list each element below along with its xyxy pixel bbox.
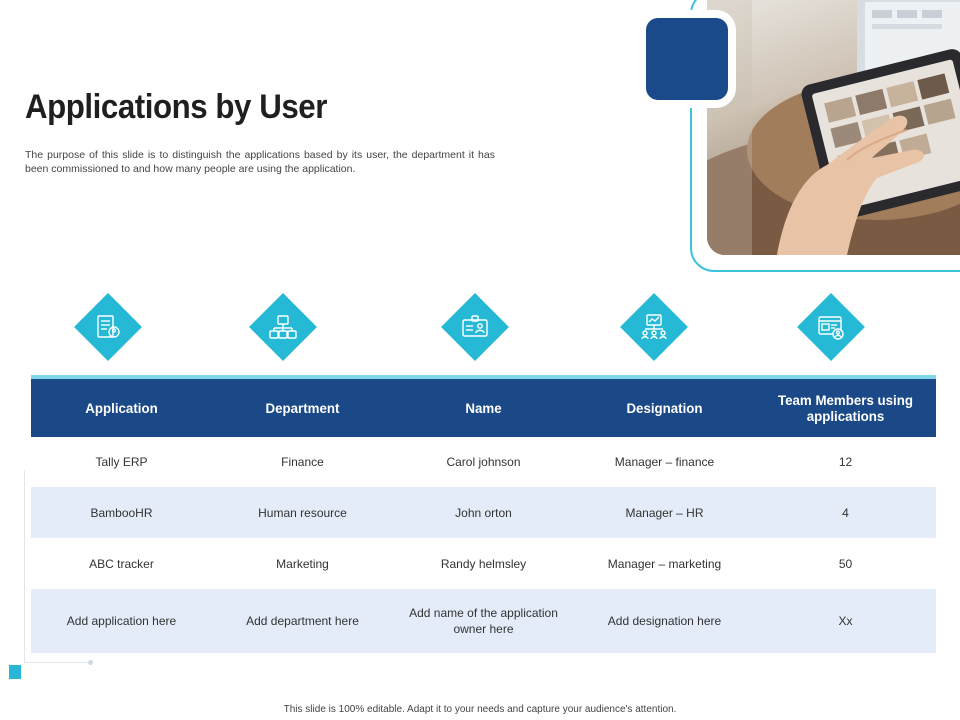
cell-designation: Manager – HR — [625, 505, 704, 520]
cell-application: Tally ERP — [95, 455, 148, 469]
table-row — [31, 437, 936, 487]
cell-team-members: 50 — [838, 556, 853, 571]
table-row — [31, 589, 936, 653]
header-designation: Designation — [626, 400, 703, 416]
footer-note: This slide is 100% editable. Adapt it to your needs and capture your audience's attention. — [283, 704, 677, 715]
applications-table — [31, 379, 936, 653]
header-department: Department — [265, 400, 340, 416]
page-subtitle: The purpose of this slide is to distinguish the applications based by its user, the department it has been commissioned to and how many people are using the application. — [25, 149, 495, 175]
decorative-blue-square — [646, 18, 728, 100]
cell-name: Randy helmsley — [440, 556, 527, 571]
cell-department: Marketing — [276, 556, 329, 571]
cell-department: Human resource — [258, 505, 347, 520]
table-header — [31, 379, 936, 437]
cell-name: John orton — [455, 505, 512, 520]
cell-application: Add application here — [66, 614, 177, 628]
cell-designation: Add designation here — [607, 614, 722, 628]
page-title: Applications by User — [25, 88, 327, 126]
network-presentation-icon — [630, 303, 678, 351]
decorative-line-vertical — [24, 470, 25, 662]
cell-name: Add name of the application owner here — [409, 606, 558, 636]
decorative-dot — [88, 660, 93, 665]
cell-team-members: 4 — [842, 505, 849, 520]
header-team-members: Team Members using applications — [777, 392, 914, 424]
browser-user-icon — [807, 303, 855, 351]
cell-designation: Manager – finance — [614, 455, 715, 469]
checklist-user-icon — [84, 303, 132, 351]
cell-name: Carol johnson — [446, 455, 521, 469]
cell-team-members: Xx — [838, 614, 853, 628]
cell-team-members: 12 — [838, 455, 853, 469]
table-row — [31, 487, 936, 538]
decorative-square — [9, 665, 21, 679]
table-row — [31, 538, 936, 589]
cell-department: Finance — [281, 455, 324, 469]
cell-application: BambooHR — [90, 505, 153, 520]
header-application: Application — [85, 400, 158, 416]
tablet-photo — [707, 0, 960, 255]
id-card-icon — [451, 303, 499, 351]
header-name: Name — [465, 400, 502, 416]
cell-application: ABC tracker — [89, 556, 154, 571]
cell-designation: Manager – marketing — [607, 556, 722, 571]
org-chart-icon — [259, 303, 307, 351]
cell-department: Add department here — [246, 614, 359, 628]
decorative-line-horizontal — [24, 662, 90, 663]
